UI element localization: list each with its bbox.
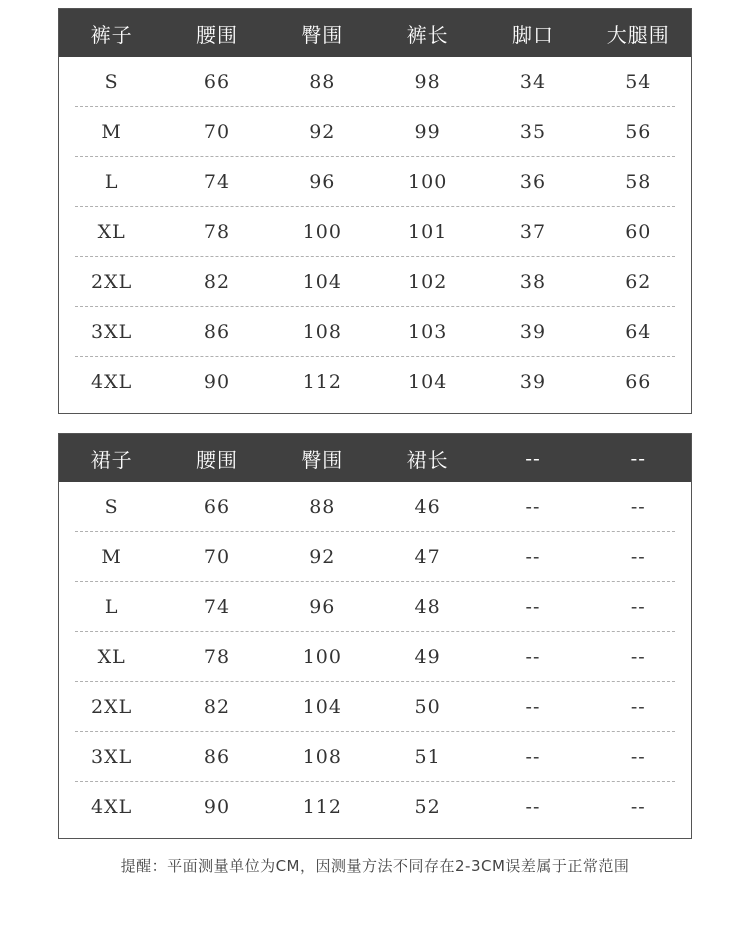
pants-table-header	[59, 9, 691, 57]
table-cell: 104	[408, 371, 448, 393]
table-cell: S	[104, 495, 119, 518]
table-cell: 39	[519, 371, 547, 393]
table-cell: XL	[97, 220, 126, 243]
table-cell: 112	[302, 371, 342, 393]
pants-table-body	[59, 57, 691, 407]
table-cell: 88	[309, 495, 336, 518]
table-cell: 108	[302, 745, 342, 768]
table-cell: 90	[203, 796, 231, 818]
table-row	[75, 482, 675, 532]
table-cell: 88	[309, 70, 336, 93]
table-cell: 54	[625, 70, 652, 93]
skirt-table-body	[59, 482, 691, 832]
table-row	[75, 307, 675, 357]
table-row	[75, 157, 675, 207]
table-row	[75, 357, 675, 407]
table-cell: 58	[625, 170, 652, 193]
table-cell: 100	[302, 220, 342, 243]
table-cell: 66	[203, 70, 231, 93]
table-cell: 47	[414, 545, 441, 568]
table-cell: 66	[625, 371, 652, 393]
table-cell: 60	[625, 220, 652, 243]
table-cell: 2XL	[91, 695, 133, 718]
table-cell: 49	[414, 645, 441, 668]
header-cell: --	[525, 446, 541, 470]
table-cell: 34	[519, 70, 547, 93]
table-cell: 46	[414, 495, 441, 518]
table-cell: 52	[414, 796, 441, 818]
header-cell: 臀围	[301, 22, 344, 47]
table-row	[75, 257, 675, 307]
table-cell: --	[525, 645, 541, 668]
table-row	[75, 582, 675, 632]
header-cell: --	[630, 446, 647, 470]
table-cell: --	[630, 796, 646, 818]
table-row	[75, 632, 675, 682]
table-cell: 4XL	[91, 796, 133, 818]
table-cell: 39	[519, 320, 547, 343]
table-cell: 100	[302, 645, 342, 668]
table-cell: --	[630, 495, 646, 518]
pants-size-table	[58, 8, 692, 414]
table-cell: 38	[519, 270, 547, 293]
table-cell: 86	[203, 745, 231, 768]
header-cell: 裤长	[406, 22, 449, 47]
table-cell: 100	[408, 170, 448, 193]
table-cell: 3XL	[91, 320, 133, 343]
table-cell: --	[525, 545, 541, 568]
table-cell: 92	[309, 545, 336, 568]
table-cell: --	[630, 645, 646, 668]
header-cell: 腰围	[195, 447, 238, 472]
table-cell: 4XL	[91, 371, 133, 393]
table-cell: 64	[625, 320, 652, 343]
table-cell: L	[104, 595, 119, 618]
table-cell: --	[525, 595, 541, 618]
table-cell: 48	[414, 595, 441, 618]
skirt-size-table	[58, 433, 692, 839]
header-cell: 裙子	[90, 447, 133, 472]
table-cell: 36	[519, 170, 547, 193]
header-cell: 脚口	[511, 22, 554, 47]
header-cell: 大腿围	[606, 22, 670, 47]
table-cell: --	[525, 745, 541, 768]
table-cell: 51	[414, 745, 441, 768]
table-cell: 103	[408, 320, 448, 343]
table-cell: --	[630, 695, 646, 718]
table-cell: 102	[408, 270, 448, 293]
table-cell: --	[630, 745, 646, 768]
table-row	[75, 682, 675, 732]
table-cell: 108	[302, 320, 342, 343]
table-cell: 92	[309, 120, 336, 143]
table-cell: M	[101, 545, 122, 568]
table-row	[75, 207, 675, 257]
measurement-note: 提醒：平面测量单位为CM，因测量方法不同存在2-3CM误差属于正常范围	[120, 857, 630, 875]
table-cell: 62	[625, 270, 652, 293]
table-cell: XL	[97, 645, 126, 668]
table-cell: --	[525, 695, 541, 718]
table-cell: 96	[309, 170, 336, 193]
table-cell: 82	[203, 270, 231, 293]
table-cell: 101	[408, 220, 448, 243]
table-cell: 74	[203, 595, 231, 618]
table-cell: 37	[519, 220, 547, 243]
table-cell: 112	[302, 796, 342, 818]
header-cell: 裙长	[406, 447, 449, 472]
table-cell: M	[101, 120, 122, 143]
table-cell: 70	[203, 545, 231, 568]
skirt-table-header	[59, 434, 691, 482]
table-cell: 50	[414, 695, 441, 718]
table-cell: 70	[203, 120, 231, 143]
table-cell: 104	[302, 695, 342, 718]
table-row	[75, 57, 675, 107]
table-cell: S	[104, 70, 119, 93]
table-cell: 2XL	[91, 270, 133, 293]
table-cell: --	[525, 796, 541, 818]
table-cell: 86	[203, 320, 231, 343]
table-cell: 74	[203, 170, 231, 193]
table-cell: 96	[309, 595, 336, 618]
table-cell: 104	[302, 270, 342, 293]
table-row	[75, 532, 675, 582]
table-cell: 90	[203, 371, 231, 393]
table-row	[75, 107, 675, 157]
header-cell: 裤子	[90, 22, 133, 47]
header-cell: 臀围	[301, 447, 344, 472]
table-cell: --	[630, 545, 646, 568]
table-cell: 78	[203, 220, 231, 243]
header-cell: 腰围	[195, 22, 238, 47]
table-cell: L	[104, 170, 119, 193]
table-row	[75, 732, 675, 782]
table-cell: 56	[625, 120, 652, 143]
table-cell: 82	[203, 695, 231, 718]
table-row	[75, 782, 675, 832]
table-cell: --	[630, 595, 646, 618]
table-cell: 3XL	[91, 745, 133, 768]
table-cell: 78	[203, 645, 231, 668]
table-cell: 35	[519, 120, 547, 143]
table-cell: 98	[414, 70, 441, 93]
table-cell: 99	[414, 120, 441, 143]
table-cell: --	[525, 495, 541, 518]
table-cell: 66	[203, 495, 231, 518]
